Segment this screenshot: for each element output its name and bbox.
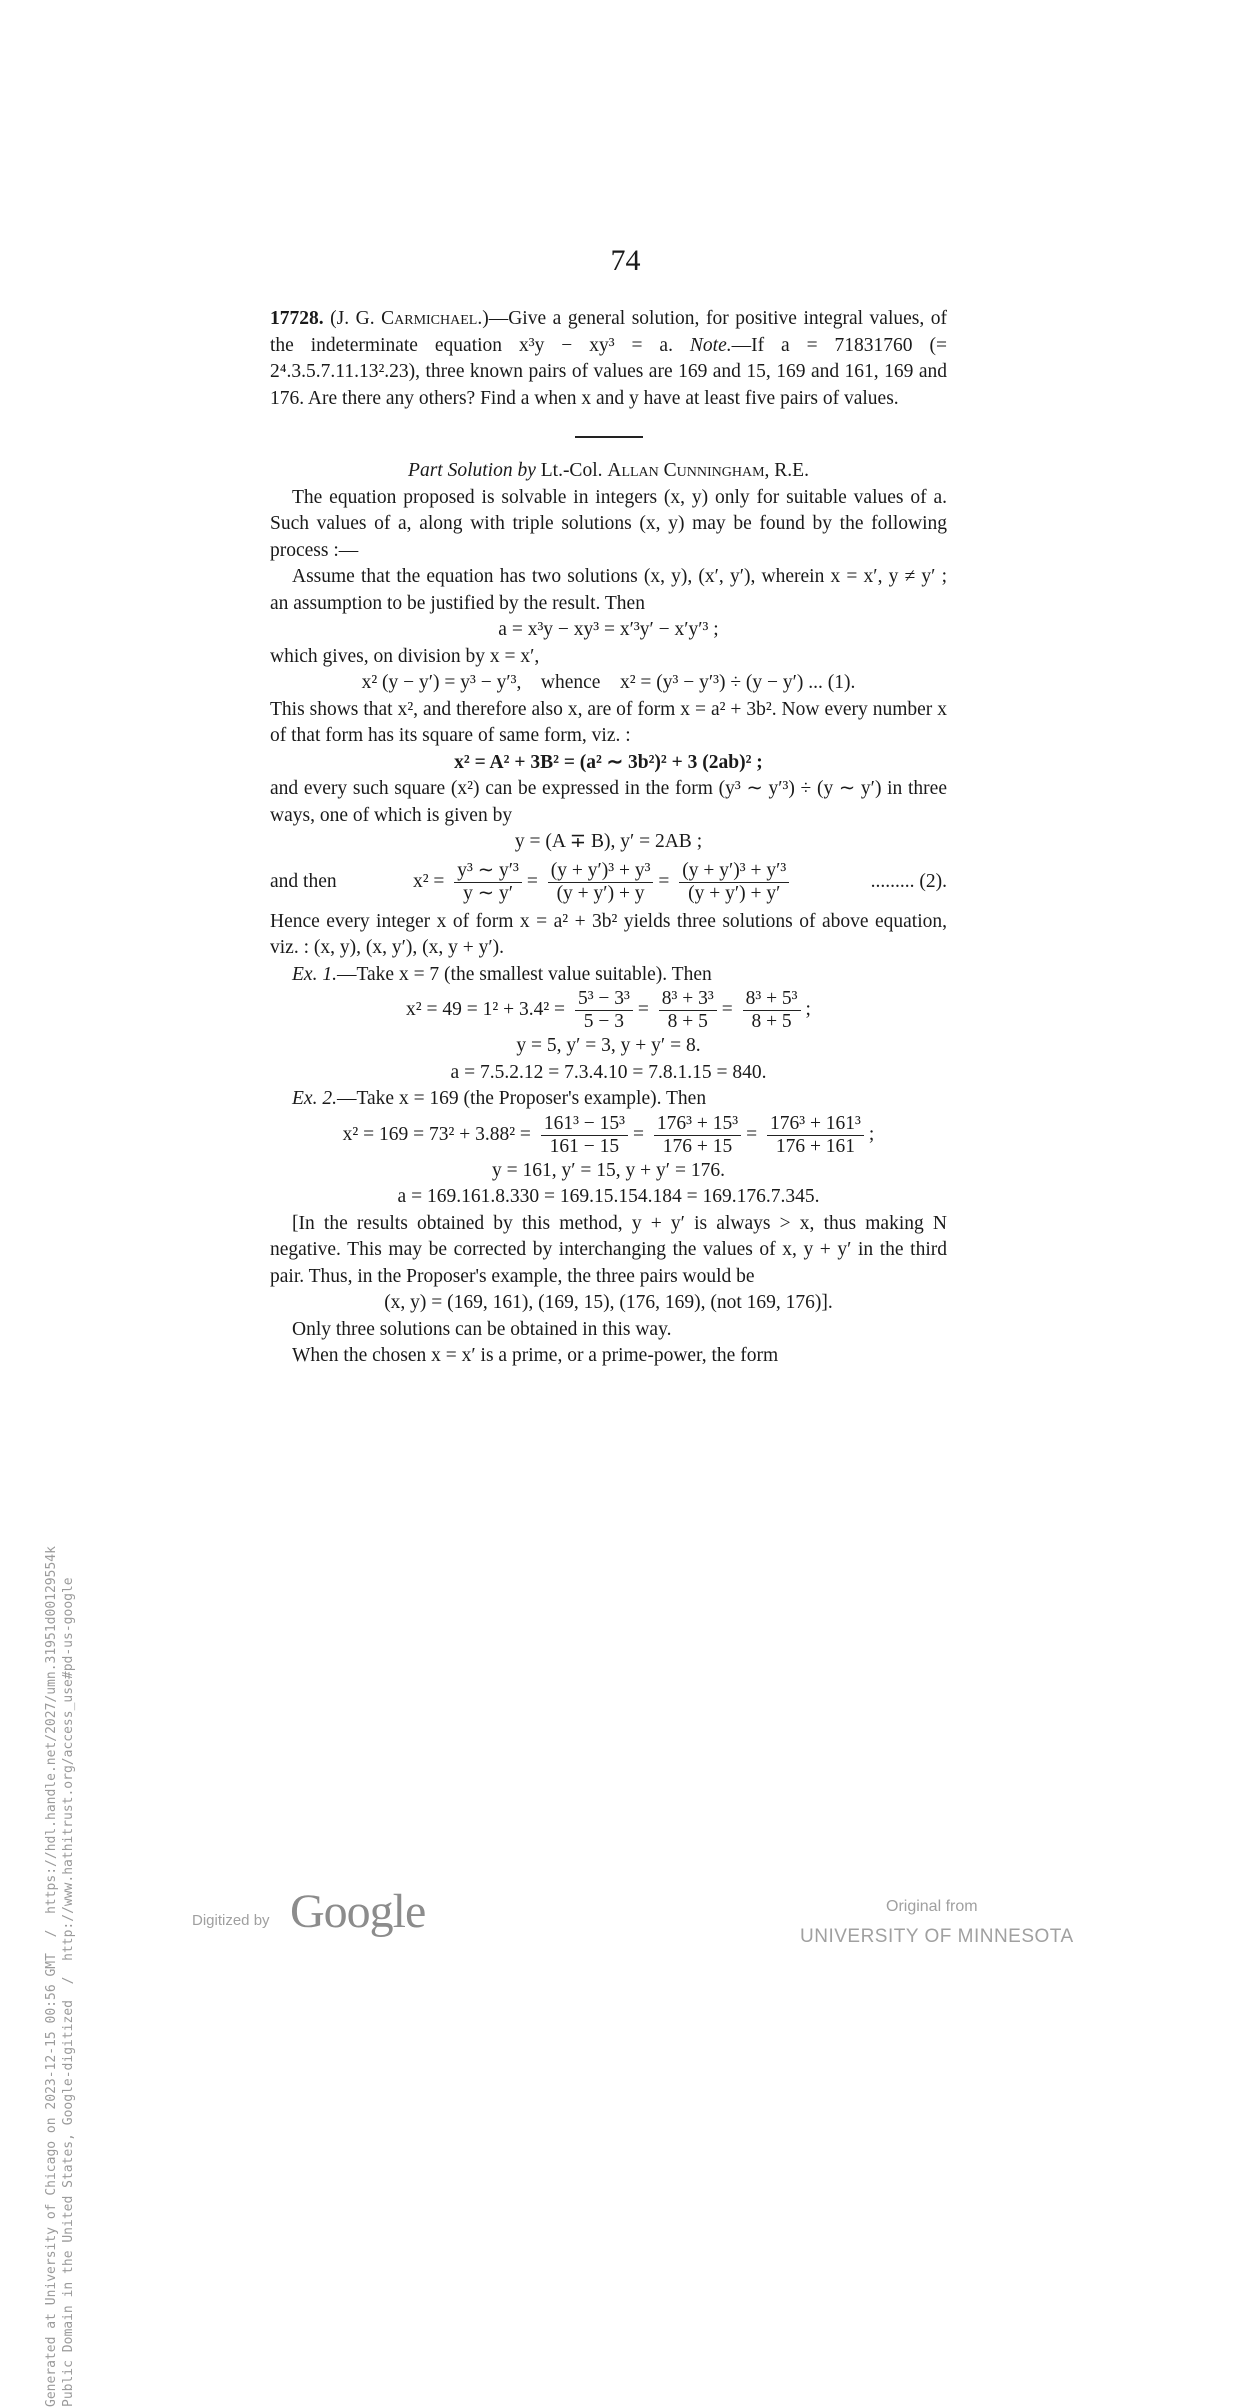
question-paragraph: [270, 306, 947, 412]
fraction-denominator: (y + y′) + y: [556, 882, 645, 904]
example-2-values: y = 161, y′ = 15, y + y′ = 176.: [492, 1159, 725, 1181]
fraction: [454, 860, 522, 905]
example-2-label: Ex. 2.: [292, 1088, 337, 1109]
university-label: UNIVERSITY OF MINNESOTA: [800, 1926, 1074, 1947]
example-1-text: —Take x = 7 (the smallest value suitable). Then: [336, 963, 712, 985]
fraction-denominator: 8 + 5: [667, 1011, 708, 1032]
equation-1: a = x³y − xy³ = x′³y′ − x′y′³ ;: [498, 619, 719, 640]
example-1-heading: [270, 962, 947, 989]
fraction-numerator: 5³ − 3³: [575, 988, 633, 1011]
solution-byline: [270, 458, 947, 485]
fraction-numerator: 8³ + 5³: [743, 988, 801, 1011]
article-body: [270, 306, 947, 1370]
example-2-equation: x² = 169 = 73² + 3.88² = $\frac{\text{161³ − 15³}}{161 - 15}$ = $\frac{\text{176³ + 15³}}{176 + 15}$ = $\frac{\text{176³ + 161³}}{176 + 161}$ ;: [342, 1112, 875, 1157]
paragraph-3: which gives, on division by x = x′,: [270, 645, 540, 667]
equation-3: x² = A² + 3B² = (a² ∼ 3b²)² + 3 (2ab)² ;: [454, 751, 763, 773]
paragraph-9: When the chosen x = x′ is a prime, or a prime-power, the form: [292, 1345, 779, 1366]
example-2-equation-lead: x² = 169 = 73² + 3.88² =: [342, 1123, 531, 1145]
fraction-numerator: (y + y′)³ + y′³: [679, 860, 789, 883]
fraction-numerator: y³ ∼ y′³: [454, 860, 522, 883]
hathitrust-side-stamp: [43, 1007, 77, 2407]
equation-6: (x, y) = (169, 161), (169, 15), (176, 169), (not 169, 176)].: [384, 1292, 833, 1313]
example-1-values: y = 5, y′ = 3, y + y′ = 8.: [516, 1035, 701, 1056]
question-number: 17728.: [270, 308, 324, 329]
fraction-denominator: 161 − 15: [549, 1135, 620, 1157]
example-2-heading: [270, 1086, 947, 1113]
equation-5-tag: ......... (2).: [870, 870, 947, 892]
equation-2: [270, 670, 947, 697]
example-1-equation-lead: x² = 49 = 1² + 3.4² =: [406, 998, 566, 1020]
fraction: [743, 988, 801, 1033]
fraction-denominator: (y + y′) + y′: [688, 882, 781, 904]
solution-rank: Lt.-Col.: [540, 460, 603, 481]
paragraph-8: Only three solutions can be obtained in this way.: [292, 1318, 672, 1340]
fraction-numerator: 161³ − 15³: [541, 1113, 628, 1136]
equation-4: y = (A ∓ B), y′ = 2AB ;: [514, 831, 703, 852]
equation-5-lead: and then: [270, 870, 337, 892]
example-1-label: Ex. 1.: [292, 963, 337, 985]
fraction: [541, 1113, 628, 1158]
paragraph-4: This shows that x², and therefore also x, are of form x = a² + 3b². Now every number x of that form has its square of same form, viz. :: [270, 698, 947, 746]
fraction-numerator: 176³ + 161³: [767, 1113, 864, 1136]
side-stamp-line-2: Public Domain in the United States, Google-digitized / http://www.hathitrust.org/access_use#pd-us-google: [61, 1577, 76, 2407]
fraction-denominator: 5 − 3: [583, 1011, 625, 1032]
equation-5: [270, 860, 947, 905]
fraction-denominator: 176 + 161: [775, 1135, 856, 1157]
fraction: [548, 860, 654, 905]
solution-label: Part Solution by: [408, 460, 536, 481]
paragraph-6: Hence every integer x of form x = a² + 3b² yields three solutions of above equation, viz. : (x, y), (x, y′), (x, y + y′).: [270, 910, 947, 958]
fraction-numerator: 176³ + 15³: [654, 1113, 741, 1136]
example-1-result: a = 7.5.2.12 = 7.3.4.10 = 7.8.1.15 = 840.: [450, 1061, 767, 1083]
equation-2-right: x² = (y³ − y′³) ÷ (y − y′) ... (1).: [619, 672, 856, 693]
question-text: —Give a general solution, for positive integral values, of the indeterminate equation x³y − xy³ = a.: [270, 308, 948, 356]
digitized-by-label: Digitized by: [192, 1912, 270, 1929]
equation-5-x2: x² =: [412, 870, 445, 892]
fraction: [575, 988, 633, 1033]
paragraph-5: and every such square (x²) can be expressed in the form (y³ ∼ y′³) ÷ (y ∼ y′) in three ways, one of which is given by: [270, 778, 947, 826]
fraction-numerator: (y + y′)³ + y³: [548, 860, 654, 883]
equation-2-whence: whence: [540, 672, 601, 693]
example-1-equation: x² = 49 = 1² + 3.4² = $\frac{\text{5³ − 3³}}{5 - 3}$ = $\frac{\text{8³ + 3³}}{8 + 5}$ = $\frac{\text{8³ + 5³}}{8 + 5}$ ;: [406, 988, 811, 1032]
fraction-denominator: 176 + 15: [662, 1135, 733, 1157]
solution-author: Allan Cunningham, R.E.: [607, 460, 809, 481]
note-label: Note.: [689, 334, 732, 356]
fraction-denominator: y ∼ y′: [463, 882, 513, 904]
paragraph-7: [In the results obtained by this method, y + y′ is always > x, thus making N negative. This may be corrected by interchanging the values of x, y + y′ in the third pair. Thus, in the Proposer's example, the three pairs would be: [270, 1212, 947, 1287]
paragraph-2: Assume that the equation has two solutions (x, y), (x′, y′), wherein x = x′, y ≠ y′ ; an assumption to be justified by the result. Then: [270, 566, 947, 614]
equation-5-body: x² = $\frac{\text{y³ ∼ y′³}}{y \sim y'}$ = $\frac{\text{(y + y′)³ + y³}}{(y + y') + y}$ = $\frac{\text{(y + y′)³ + y′³}}{(y + y') + y'}$: [413, 860, 794, 905]
fraction: [767, 1113, 864, 1158]
side-stamp-line-1: Generated at University of Chicago on 2023-12-15 00:56 GMT / https://hdl.handle.net/2027/umn.31951d00129554k: [44, 1546, 59, 2407]
google-logo: Google: [290, 1885, 426, 1938]
question-author: (J. G. Carmichael.): [330, 308, 489, 329]
example-2-text: —Take x = 169 (the Proposer's example). Then: [336, 1088, 707, 1109]
original-from-label: Original from: [886, 1898, 978, 1915]
fraction-numerator: 8³ + 3³: [659, 988, 717, 1011]
fraction: [659, 988, 717, 1033]
equation-2-left: x² (y − y′) = y³ − y′³,: [361, 672, 522, 693]
fraction-denominator: 8 + 5: [751, 1011, 792, 1032]
fraction: [679, 860, 789, 905]
page-number: 74: [610, 244, 641, 277]
note-text: —If a = 71831760 (= 2⁴.3.5.7.11.13².23), three known pairs of values are 169 and 15, 169 and 161, 169 and 176. Are there any others? Find a when x and y have at least five pairs of values.: [270, 334, 947, 409]
paragraph-1: The equation proposed is solvable in integers (x, y) only for suitable values of a. Such values of a, along with triple solutions (x, y) may be found by the following process :—: [270, 486, 947, 561]
section-divider: [575, 436, 643, 438]
fraction: [654, 1113, 741, 1158]
example-2-result: a = 169.161.8.330 = 169.15.154.184 = 169.176.7.345.: [397, 1186, 820, 1207]
